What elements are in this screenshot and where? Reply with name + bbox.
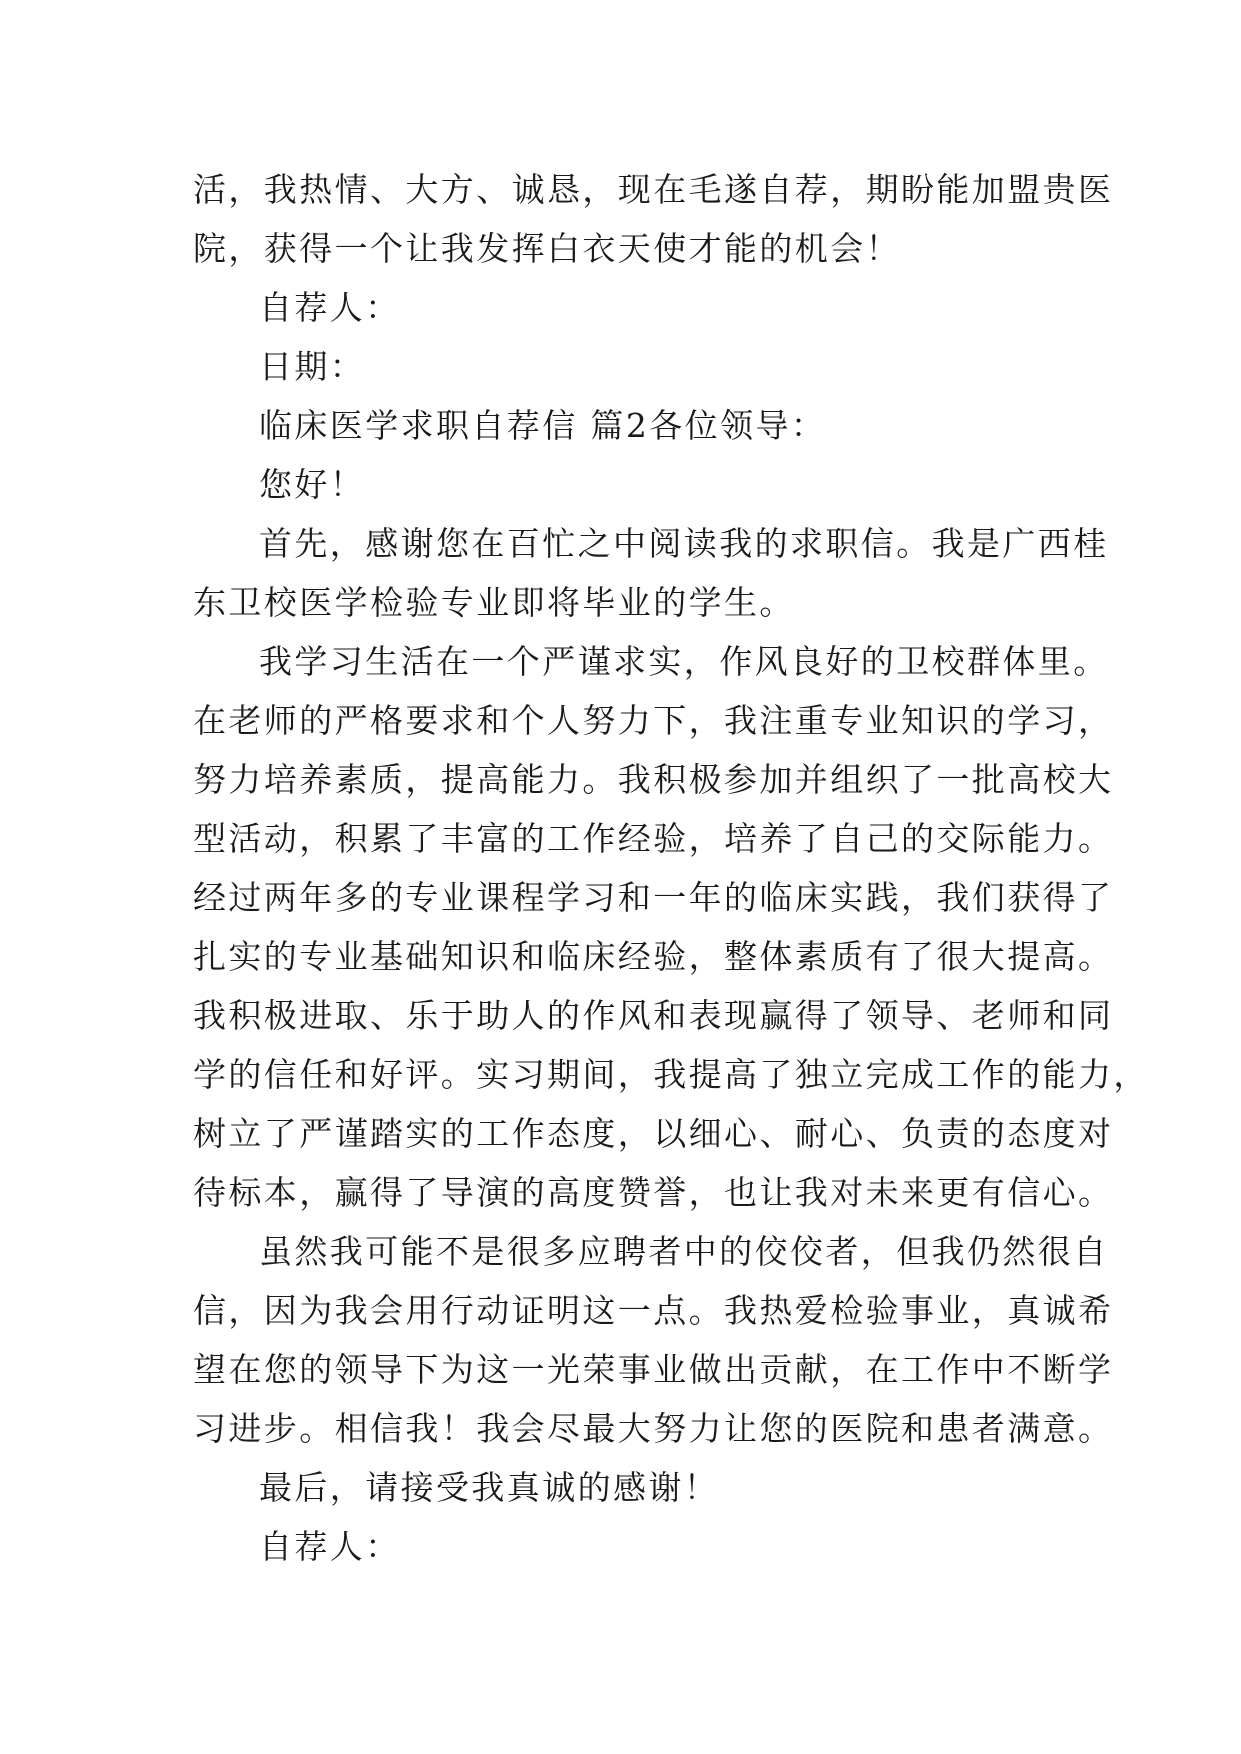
body-line: 努力培养素质，提高能力。我积极参加并组织了一批高校大 (193, 760, 1114, 799)
body-line: 信，因为我会用行动证明这一点。我热爱检验事业，真诚希 (193, 1291, 1114, 1330)
paragraph-start: 我学习生活在一个严谨求实，作风良好的卫校群体里。 (259, 642, 1109, 681)
paragraph-start: 首先，感谢您在百忙之中阅读我的求职信。我是广西桂 (259, 524, 1109, 563)
section-heading: 临床医学求职自荐信 篇2各位领导： (259, 406, 827, 445)
body-line: 东卫校医学检验专业即将毕业的学生。 (193, 583, 795, 622)
signature-label: 自荐人： (259, 1527, 401, 1566)
closing-line: 最后，请接受我真诚的感谢！ (259, 1468, 720, 1507)
body-line: 型活动，积累了丰富的工作经验，培养了自己的交际能力。 (193, 819, 1114, 858)
body-line: 扎实的专业基础知识和临床经验，整体素质有了很大提高。 (193, 937, 1114, 976)
body-line: 望在您的领导下为这一光荣事业做出贡献，在工作中不断学 (193, 1350, 1114, 1389)
signature-label: 自荐人： (259, 288, 401, 327)
greeting: 您好！ (259, 465, 366, 504)
body-line: 活，我热情、大方、诚恳，现在毛遂自荐，期盼能加盟贵医 (193, 170, 1114, 209)
body-line: 树立了严谨踏实的工作态度，以细心、耐心、负责的态度对 (193, 1114, 1114, 1153)
body-line: 院，获得一个让我发挥白衣天使才能的机会！ (193, 229, 901, 268)
body-line: 在老师的严格要求和个人努力下，我注重专业知识的学习， (193, 701, 1114, 740)
paragraph-start: 虽然我可能不是很多应聘者中的佼佼者，但我仍然很自 (259, 1232, 1109, 1271)
body-line: 学的信任和好评。实习期间，我提高了独立完成工作的能力， (193, 1055, 1149, 1094)
body-line: 经过两年多的专业课程学习和一年的临床实践，我们获得了 (193, 878, 1114, 917)
body-line: 待标本，赢得了导演的高度赞誉，也让我对未来更有信心。 (193, 1173, 1114, 1212)
letter-body (193, 160, 1149, 1576)
body-line: 我积极进取、乐于助人的作风和表现赢得了领导、老师和同 (193, 996, 1114, 1035)
body-line: 习进步。相信我！我会尽最大努力让您的医院和患者满意。 (193, 1409, 1114, 1448)
date-label: 日期： (259, 347, 366, 386)
